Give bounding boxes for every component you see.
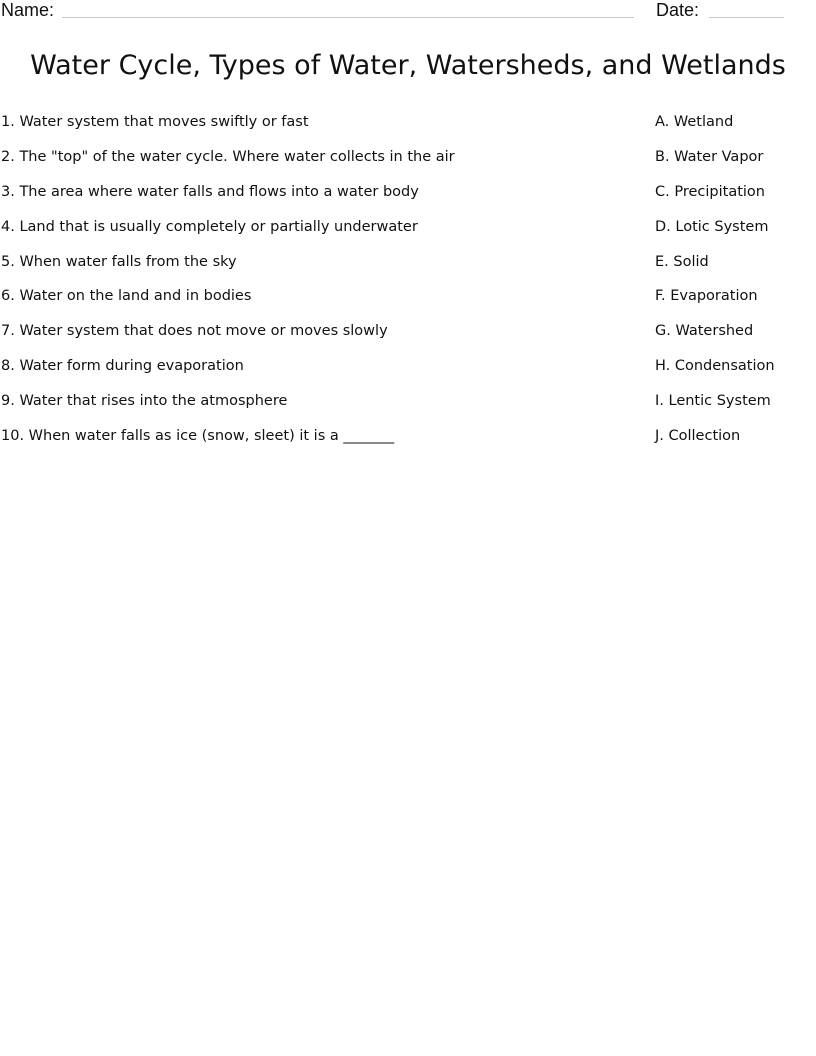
question-item: 10. When water falls as ice (snow, sleet) it is a _______: [1, 428, 395, 445]
worksheet-title: Water Cycle, Types of Water, Watersheds, and Wetlands: [30, 50, 786, 81]
answer-item: H. Condensation: [655, 358, 775, 375]
answer-item: A. Wetland: [655, 114, 734, 130]
question-item: 3. The area where water falls and flows into a water body: [1, 183, 419, 200]
worksheet-header: [0, 0, 816, 24]
answer-item: D. Lotic System: [655, 218, 769, 235]
answer-list: [655, 111, 815, 460]
answer-item: G. Watershed: [655, 323, 754, 340]
question-item: 2. The "top" of the water cycle. Where water collects in the air: [1, 148, 455, 165]
answer-item: B. Water Vapor: [655, 148, 764, 165]
question-item: 9. Water that rises into the atmosphere: [1, 393, 288, 410]
answer-item: I. Lentic System: [655, 393, 771, 410]
question-item: 1. Water system that moves swiftly or fast: [1, 114, 309, 130]
answer-item: C. Precipitation: [655, 183, 765, 200]
answer-item: E. Solid: [655, 253, 709, 270]
question-item: 8. Water form during evaporation: [1, 358, 244, 375]
question-item: 4. Land that is usually completely or partially underwater: [1, 218, 418, 235]
question-list: [1, 111, 621, 460]
date-label: Date:: [656, 0, 700, 20]
name-blank-line[interactable]: [62, 17, 634, 18]
date-blank-line[interactable]: [709, 17, 784, 18]
question-item: 6. Water on the land and in bodies: [1, 288, 252, 305]
name-label: Name:: [1, 0, 55, 20]
question-item: 7. Water system that does not move or moves slowly: [1, 323, 388, 340]
answer-item: J. Collection: [655, 428, 741, 445]
answer-item: F. Evaporation: [655, 288, 758, 305]
question-item: 5. When water falls from the sky: [1, 253, 237, 270]
